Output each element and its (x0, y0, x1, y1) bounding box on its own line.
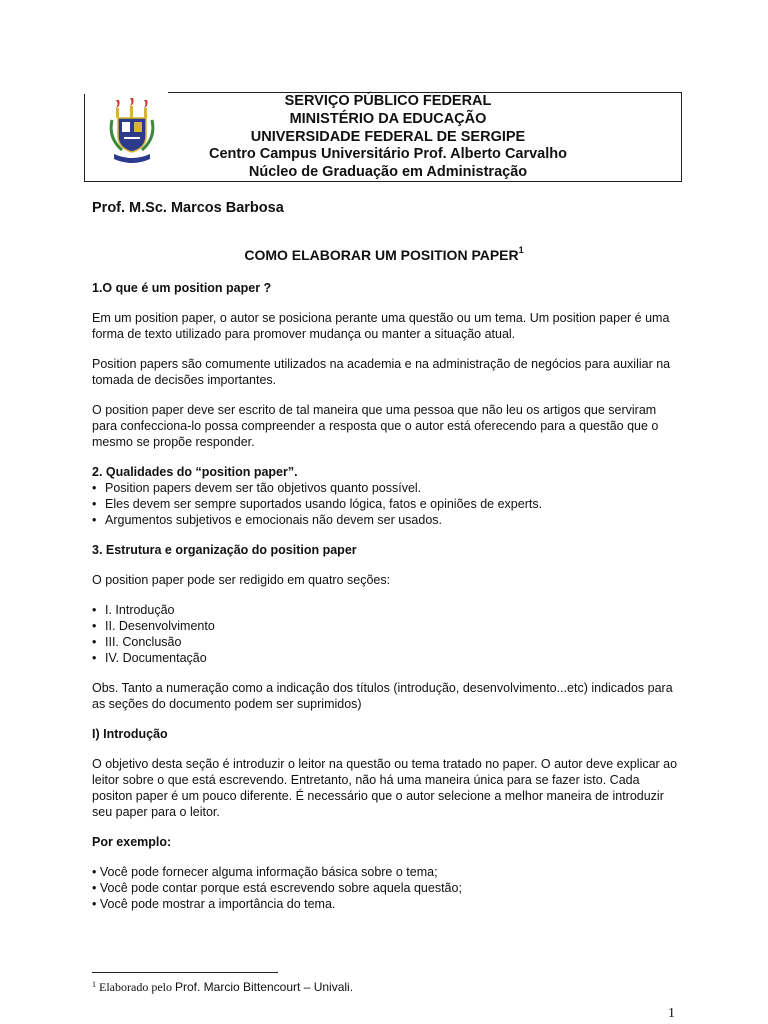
list-item: • Você pode contar porque está escrevendo sobre aquela questão; (92, 881, 462, 895)
footnote-mark: 1 (92, 980, 96, 989)
list-item: • Position papers devem ser tão objetivos quanto possível. (92, 480, 682, 496)
section-1-paragraph-2: Position papers são comumente utilizados na academia e na administração de negócios para auxiliar na tomada de decisões importantes. (92, 357, 671, 387)
header-line-1: SERVIÇO PÚBLICO FEDERAL (284, 93, 492, 109)
section-3-intro: O position paper pode ser redigido em quatro seções: (92, 573, 391, 587)
header-line-3: UNIVERSIDADE FEDERAL DE SERGIPE (250, 128, 526, 145)
list-item: • Eles devem ser sempre suportados usando lógica, fatos e opiniões de experts. (92, 496, 682, 512)
section-1-heading: 1.O que é um position paper ? (92, 281, 272, 295)
author-name: Prof. M.Sc. Marcos Barbosa (92, 200, 284, 216)
footnote-separator (92, 972, 278, 973)
document-body (92, 280, 682, 912)
introduction-paragraph: O objetivo desta seção é introduzir o leitor na questão ou tema tratado no paper. O autor deve explicar ao leitor sobre o que está escrevendo. Entretanto, não há uma maneira única para se fazer isto. Cada positon paper é um pouco diferente. É necessário que o autor selecione a melhor maneira de introduzir seu paper para o leitor. (92, 757, 678, 819)
section-3-obs: Obs. Tanto a numeração como a indicação dos títulos (introdução, desenvolvimento...etc) indicados para as seções do documento podem ser suprimidos) (92, 681, 673, 711)
section-2-heading: 2. Qualidades do “position paper”. (92, 465, 298, 479)
list-item: • IV. Documentação (92, 650, 682, 666)
list-item: • Você pode fornecer alguma informação básica sobre o tema; (92, 865, 438, 879)
list-item: • Argumentos subjetivos e emocionais não devem ser usados. (92, 512, 682, 528)
section-1-paragraph-3: O position paper deve ser escrito de tal maneira que uma pessoa que não leu os artigos que serviram para confecciona-lo possa compreender a resposta que o autor está oferecendo para a questão que o mesmo se propõe responder. (92, 403, 659, 449)
title-footnote-ref: 1 (518, 245, 524, 255)
torch-left-icon (116, 100, 120, 118)
qualities-list (92, 480, 682, 528)
section-3-heading: 3. Estrutura e organização do position paper (92, 543, 357, 557)
page-number: 1 (668, 1006, 675, 1021)
document-title-text: COMO ELABORAR UM POSITION PAPER (244, 247, 519, 263)
introduction-heading: I) Introdução (92, 727, 168, 741)
sections-list (92, 602, 682, 666)
header-line-4: Centro Campus Universitário Prof. Alberto Carvalho (208, 146, 567, 163)
list-item: • Você pode mostrar a importância do tema. (92, 897, 336, 911)
footnote-text: Prof. Marcio Bittencourt – Univali. (174, 980, 354, 994)
list-item: • III. Conclusão (92, 634, 682, 650)
header-institution (168, 93, 608, 182)
examples-list (92, 864, 682, 912)
section-1-paragraph-1: Em um position paper, o autor se posiciona perante uma questão ou um tema. Um position paper é uma forma de texto utilizado para promover mudança ou manter a situação atual. (92, 311, 670, 341)
example-heading: Por exemplo: (92, 835, 172, 849)
header-line-2: MINISTÉRIO DA EDUCAÇÃO (289, 110, 487, 127)
header-line-5: Núcleo de Graduação em Administração (248, 164, 528, 181)
university-crest-logo (108, 96, 156, 164)
footnote-prefix: Elaborado pelo (99, 980, 172, 994)
torch-center-icon (130, 98, 134, 118)
torch-right-icon (144, 100, 148, 118)
list-item: • II. Desenvolvimento (92, 618, 682, 634)
footnote (92, 980, 353, 995)
document-title (92, 247, 676, 263)
list-item: • I. Introdução (92, 602, 682, 618)
